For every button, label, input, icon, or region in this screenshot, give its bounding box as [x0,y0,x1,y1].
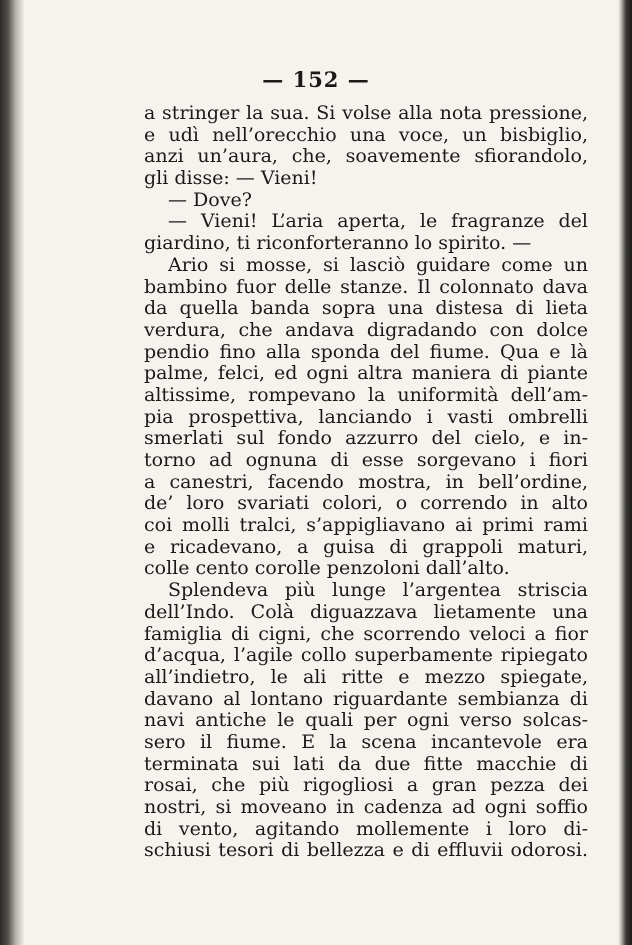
text-line: nostri, si moveano in cadenza ad ogni soffio [144,797,588,818]
page-binding-shadow-left [0,0,24,945]
text-line: Ario si mosse, si lasciò guidare come un [168,254,588,276]
body-text [144,103,588,862]
page-binding-shadow-right [618,0,632,945]
text-line: terminata sui lati da due fitte macchie di [144,753,588,775]
text-line: da quella banda sopra una distesa di lieta [144,298,588,320]
text-line: a canestri, facendo mostra, in bell’ordine, [144,471,588,493]
text-line: torno ad ognuna di esse sorgevano i fiori [144,450,588,471]
text-line: palme, felci, ed ogni altra maniera di piante [144,363,588,385]
text-line: coi molli tralci, s’appigliavano ai primi rami [144,515,588,537]
text-line: giardino, ti riconforteranno lo spirito. — [144,233,532,255]
text-line: d’acqua, l’agile collo superbamente ripiegato [144,645,588,667]
text-line: colle cento corolle penzoloni dall’alto. [144,558,510,580]
text-line: smerlati sul fondo azzurro del cielo, e in- [144,428,588,450]
text-line: gli disse: — Vieni! [144,168,318,190]
text-line: pia prospettiva, lanciando i vasti ombrelli [144,406,588,428]
text-line: navi antiche le quali per ogni verso solcas- [144,710,588,732]
text-line: pendio fino alla sponda del fiume. Qua e là [144,341,588,363]
text-line: altissime, rompevano la uniformità dell’am- [144,384,588,406]
text-line: a stringer la sua. Si volse alla nota pressione, [144,103,588,124]
text-line: e ricadevano, a guisa di grappoli maturi, [144,536,588,558]
text-line: Splendeva più lunge l’argentea striscia [168,580,588,602]
text-line: dell’Indo. Colà diguazzava lietamente una [144,601,588,623]
text-line: e udì nell’orecchio una voce, un bisbiglio, [144,124,588,146]
text-line: — Dove? [168,189,252,211]
text-line: davano al lontano riguardante sembianza di [144,688,588,710]
text-line: bambino fuor delle stanze. Il colonnato dava [144,276,588,298]
text-line: sero il fiume. E la scena incantevole era [144,731,588,753]
text-line: famiglia di cigni, che scorrendo veloci a fior [144,623,588,645]
page-number: — 152 — [262,67,370,92]
text-line: rosai, che più rigogliosi a gran pezza dei [144,775,588,797]
text-line: de’ loro svariati colori, o correndo in alto [144,493,588,515]
text-line: anzi un’aura, che, soavemente sfiorandolo, [144,146,588,168]
text-line: di vento, agitando mollemente i loro di- [144,818,588,840]
text-line: verdura, che andava digradando con dolce [144,319,588,341]
text-line: all’indietro, le ali ritte e mezzo spiegate, [144,666,588,688]
text-line: schiusi tesori di bellezza e di effluvii odorosi. [144,840,588,862]
text-line: — Vieni! L’aria aperta, le fragranze del [168,211,588,233]
